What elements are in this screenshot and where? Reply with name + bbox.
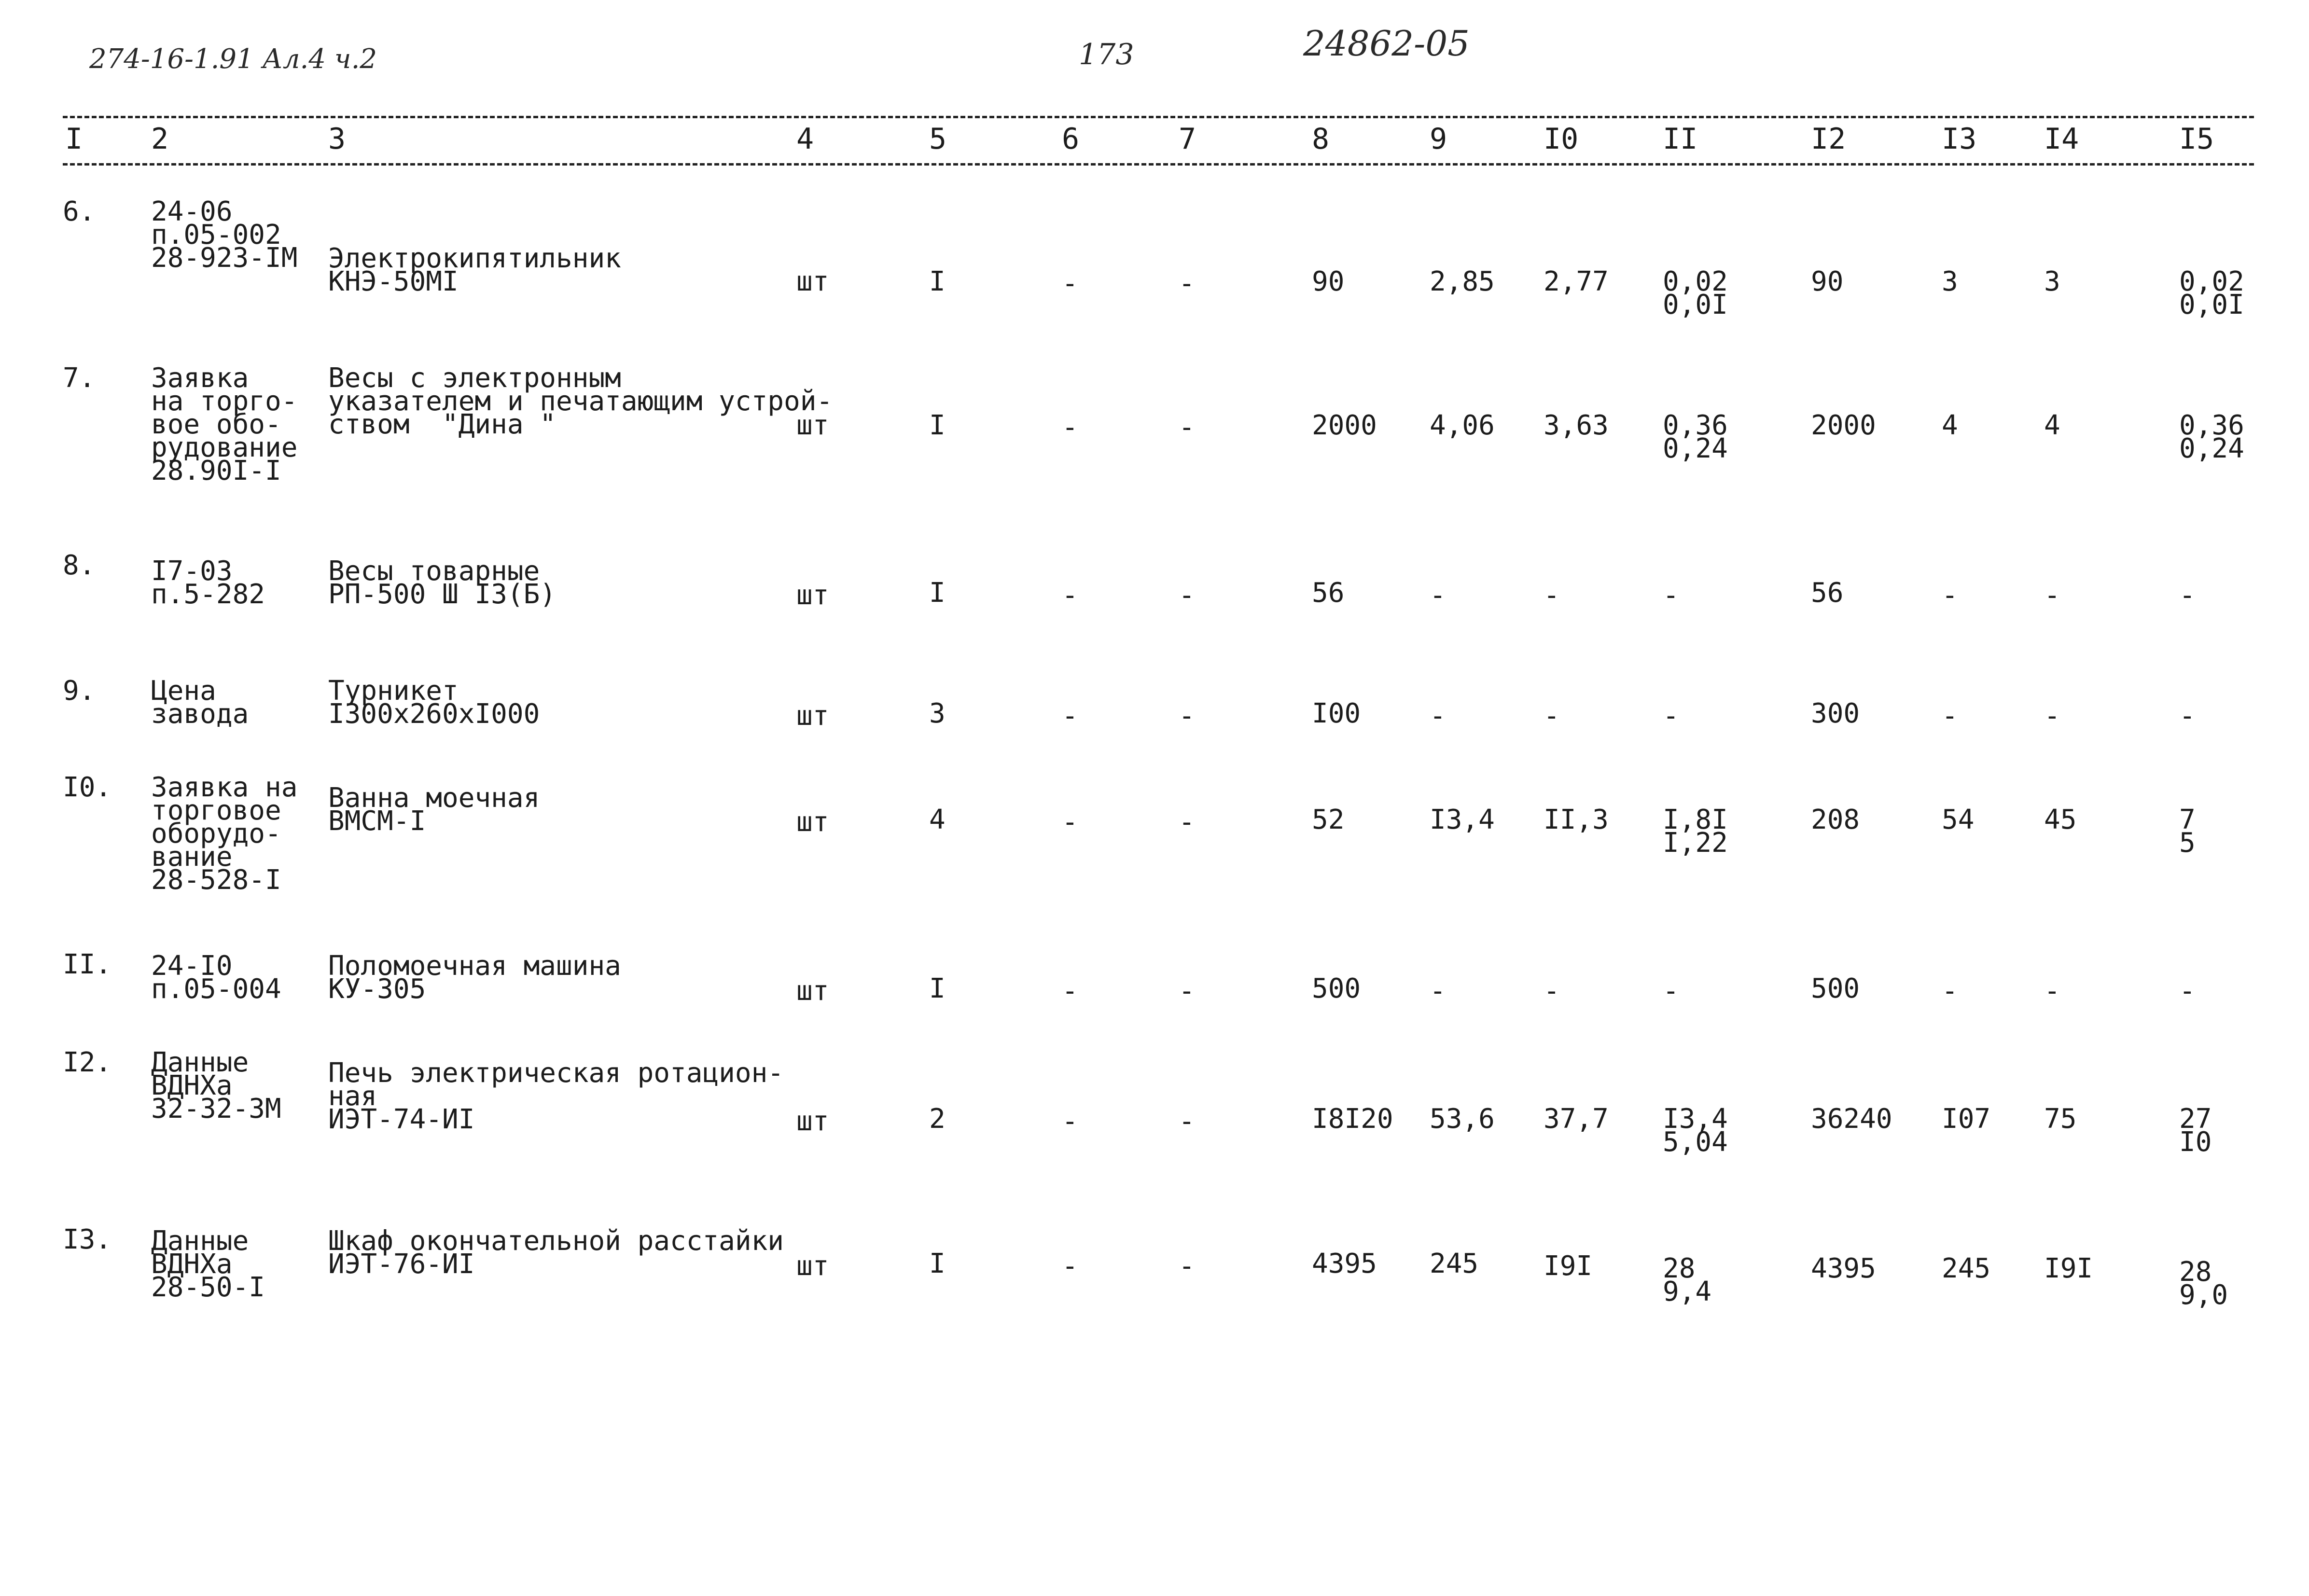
row-item-name: Весы с электронным указателем и печатающим устрой- ством "Дина " <box>328 362 833 440</box>
row-quantity: I <box>929 410 946 441</box>
column-header: 5 <box>929 122 947 156</box>
row-col9: - <box>1430 700 1446 732</box>
row-unit: шт <box>796 700 829 732</box>
row-col12: 90 <box>1811 266 1844 297</box>
column-header: I2 <box>1811 122 1846 156</box>
row-reference: 24-I0 п.05-004 <box>151 950 281 1005</box>
column-header: 3 <box>328 122 346 156</box>
header-rule-bottom <box>63 163 2254 166</box>
row-col8: 52 <box>1312 804 1345 835</box>
row-col15: 0,02 0,0I <box>2179 266 2244 320</box>
row-unit: шт <box>796 1250 829 1282</box>
row-col13: - <box>1942 700 1958 732</box>
row-col8: 90 <box>1312 266 1345 297</box>
row-col10: 2,77 <box>1544 266 1609 297</box>
row-col14: 3 <box>2044 266 2060 297</box>
row-col10: - <box>1544 975 1560 1007</box>
row-col9: 245 <box>1430 1248 1479 1279</box>
row-col15: - <box>2179 580 2196 611</box>
row-reference: Данные ВДНХа 28-50-I <box>151 1225 265 1303</box>
row-number: I0. <box>63 772 112 803</box>
header-rule-top <box>63 116 2254 118</box>
row-col7: - <box>1179 700 1195 732</box>
column-header: 2 <box>151 122 169 156</box>
row-quantity: I <box>929 266 946 297</box>
row-col8: 56 <box>1312 577 1345 609</box>
row-number: 7. <box>63 362 96 394</box>
row-col8: 500 <box>1312 973 1361 1004</box>
row-reference: Заявка на торговое оборудо- вание 28-528-I <box>151 772 298 896</box>
row-col15: 7 5 <box>2179 804 2196 859</box>
row-col10: 37,7 <box>1544 1103 1609 1135</box>
row-col11: I3,4 5,04 <box>1663 1103 1728 1158</box>
row-col11: - <box>1663 700 1679 732</box>
row-col11: 0,02 0,0I <box>1663 266 1728 320</box>
row-col13: 54 <box>1942 804 1975 835</box>
column-header: 4 <box>796 122 814 156</box>
row-col7: - <box>1179 806 1195 838</box>
row-col8: 4395 <box>1312 1248 1377 1279</box>
row-col7: - <box>1179 580 1195 611</box>
row-col11: 0,36 0,24 <box>1663 410 1728 464</box>
row-col15: 27 I0 <box>2179 1103 2212 1158</box>
row-col14: I9I <box>2044 1253 2093 1284</box>
row-col13: 245 <box>1942 1253 1991 1284</box>
row-col7: - <box>1179 1250 1195 1282</box>
row-col8: I8I20 <box>1312 1103 1393 1135</box>
row-number: 9. <box>63 675 96 707</box>
row-col9: 53,6 <box>1430 1103 1495 1135</box>
row-number: 8. <box>63 550 96 581</box>
row-quantity: I <box>929 577 946 609</box>
row-col13: 3 <box>1942 266 1958 297</box>
row-item-name: Ванна моечная ВМСМ-I <box>328 782 540 837</box>
column-header: 9 <box>1430 122 1447 156</box>
row-unit: шт <box>796 1106 829 1137</box>
row-col11: - <box>1663 975 1679 1007</box>
row-reference: Цена завода <box>151 675 249 730</box>
row-col7: - <box>1179 412 1195 443</box>
row-unit: шт <box>796 975 829 1007</box>
column-header: II <box>1663 122 1698 156</box>
row-col12: 56 <box>1811 577 1844 609</box>
row-quantity: 4 <box>929 804 946 835</box>
row-col12: 500 <box>1811 973 1860 1004</box>
row-col13: - <box>1942 975 1958 1007</box>
row-item-name: Турникет I300х260хI000 <box>328 675 540 730</box>
row-col15: - <box>2179 975 2196 1007</box>
row-col14: - <box>2044 580 2060 611</box>
row-col10: - <box>1544 580 1560 611</box>
row-unit: шт <box>796 806 829 838</box>
row-col13: I07 <box>1942 1103 1991 1135</box>
row-quantity: 2 <box>929 1103 946 1135</box>
row-reference: Заявка на торго- вое обо- рудование 28.90I-I <box>151 362 298 486</box>
row-col10: - <box>1544 700 1560 732</box>
row-col7: - <box>1179 268 1195 299</box>
row-number: 6. <box>63 196 96 227</box>
page-number: 173 <box>1079 38 1134 71</box>
row-col9: - <box>1430 580 1446 611</box>
row-number: I3. <box>63 1224 112 1255</box>
row-col12: 208 <box>1811 804 1860 835</box>
row-col6: - <box>1062 1106 1078 1137</box>
column-header: 8 <box>1312 122 1330 156</box>
column-header: 7 <box>1179 122 1196 156</box>
row-quantity: 3 <box>929 698 946 729</box>
row-number: II. <box>63 949 112 980</box>
row-item-name: Шкаф окончательной расстайки ИЭТ-76-ИI <box>328 1225 784 1280</box>
row-unit: шт <box>796 410 829 441</box>
row-col11: I,8I I,22 <box>1663 804 1728 859</box>
row-number: I2. <box>63 1047 112 1078</box>
row-col15: - <box>2179 700 2196 732</box>
row-col13: - <box>1942 580 1958 611</box>
column-header: I3 <box>1942 122 1977 156</box>
row-col6: - <box>1062 268 1078 299</box>
column-header: I4 <box>2044 122 2079 156</box>
row-col6: - <box>1062 1250 1078 1282</box>
row-col15: 28 9,0 <box>2179 1256 2228 1311</box>
row-col8: I00 <box>1312 698 1361 729</box>
row-col12: 4395 <box>1811 1253 1876 1284</box>
row-reference: 24-06 п.05-002 28-923-IM <box>151 196 298 274</box>
column-header: I0 <box>1544 122 1579 156</box>
row-col11: 28 9,4 <box>1663 1253 1712 1307</box>
row-col14: 4 <box>2044 410 2060 441</box>
row-col7: - <box>1179 975 1195 1007</box>
document-number: 24862-05 <box>1303 23 1470 64</box>
column-header: 6 <box>1062 122 1080 156</box>
row-unit: шт <box>796 580 829 611</box>
row-quantity: I <box>929 973 946 1004</box>
row-reference: I7-03 п.5-282 <box>151 555 265 610</box>
row-col14: 45 <box>2044 804 2077 835</box>
row-col10: I9I <box>1544 1250 1593 1282</box>
row-col15: 0,36 0,24 <box>2179 410 2244 464</box>
row-col12: 36240 <box>1811 1103 1892 1135</box>
row-unit: шт <box>796 266 829 297</box>
row-col10: II,3 <box>1544 804 1609 835</box>
row-col6: - <box>1062 975 1078 1007</box>
row-col7: - <box>1179 1106 1195 1137</box>
row-quantity: I <box>929 1248 946 1279</box>
row-col14: - <box>2044 700 2060 732</box>
row-col9: I3,4 <box>1430 804 1495 835</box>
row-item-name: Электрокипятильник КНЭ-50МI <box>328 243 621 297</box>
row-col9: 4,06 <box>1430 410 1495 441</box>
row-col6: - <box>1062 580 1078 611</box>
row-col11: - <box>1663 580 1679 611</box>
row-reference: Данные ВДНХа 32-32-3М <box>151 1047 281 1124</box>
row-col9: 2,85 <box>1430 266 1495 297</box>
row-col12: 300 <box>1811 698 1860 729</box>
row-col6: - <box>1062 806 1078 838</box>
row-item-name: Печь электрическая ротацион- ная ИЭТ-74-ИI <box>328 1057 784 1135</box>
row-col10: 3,63 <box>1544 410 1609 441</box>
row-col14: - <box>2044 975 2060 1007</box>
row-item-name: Поломоечная машина КУ-305 <box>328 950 621 1005</box>
row-col6: - <box>1062 412 1078 443</box>
row-col8: 2000 <box>1312 410 1377 441</box>
column-header: I <box>65 122 83 156</box>
row-col9: - <box>1430 975 1446 1007</box>
row-item-name: Весы товарные РП-500 Ш I3(Б) <box>328 555 556 610</box>
project-code-note: 274-16-1.91 Ал.4 ч.2 <box>89 43 377 75</box>
row-col6: - <box>1062 700 1078 732</box>
row-col14: 75 <box>2044 1103 2077 1135</box>
column-header: I5 <box>2179 122 2214 156</box>
row-col13: 4 <box>1942 410 1958 441</box>
row-col12: 2000 <box>1811 410 1876 441</box>
